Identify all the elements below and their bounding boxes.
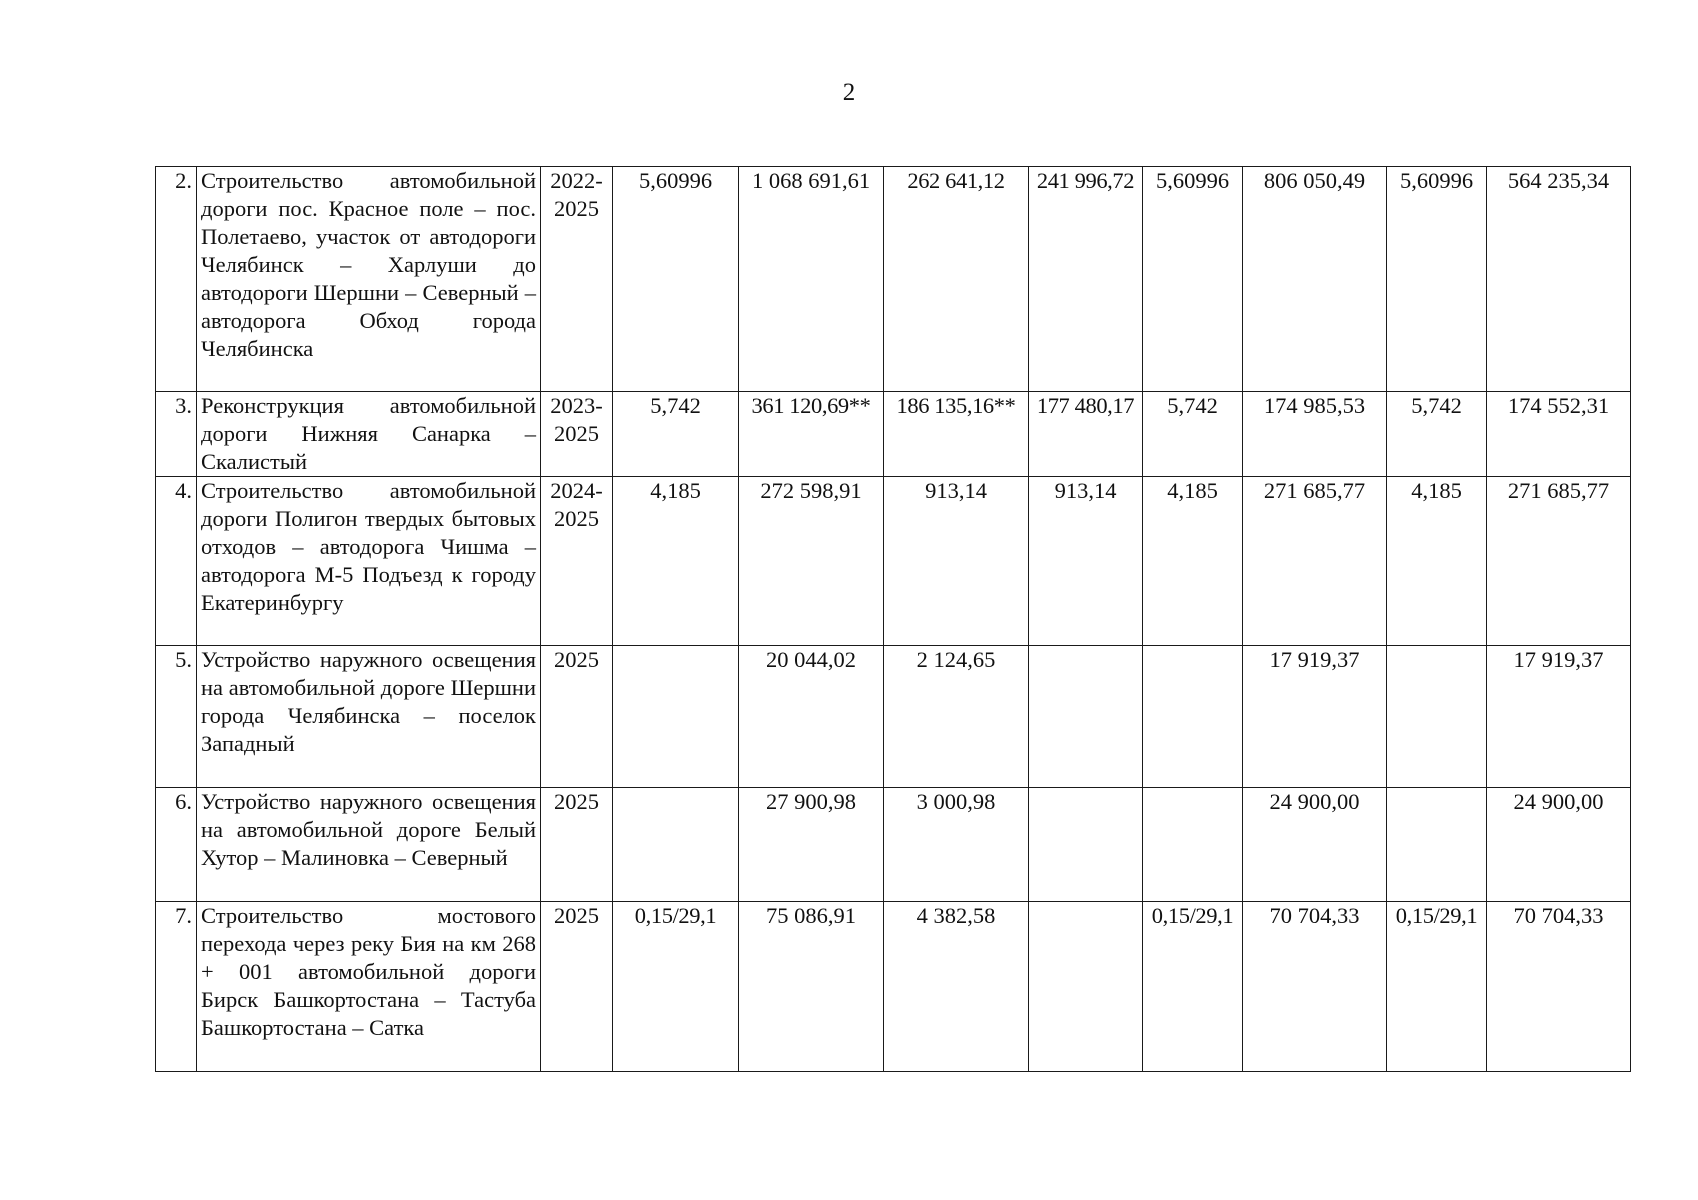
cost-value: 271 685,77 xyxy=(1243,477,1387,646)
length-value xyxy=(613,646,739,788)
table-row xyxy=(156,902,1631,1072)
length-value: 4,185 xyxy=(1387,477,1487,646)
construction-period: 2024-2025 xyxy=(541,477,613,646)
total-cost-value: 27 900,98 xyxy=(739,788,884,902)
length-value: 4,185 xyxy=(613,477,739,646)
cost-value: 24 900,00 xyxy=(1243,788,1387,902)
row-number: 7. xyxy=(156,902,197,1072)
cost-value: 3 000,98 xyxy=(884,788,1029,902)
project-name: Строительство автомобильной дороги пос. Красное поле – пос. Полетаево, участок от автодороги Челябинск – Харлуши до автодороги Шершни – Северный – автодорога Обход города Челябинска xyxy=(197,167,541,392)
table-row xyxy=(156,477,1631,646)
table-row xyxy=(156,646,1631,788)
row-number: 4. xyxy=(156,477,197,646)
road-projects-table xyxy=(155,166,1631,1072)
length-value: 0,15/29,1 xyxy=(1387,902,1487,1072)
total-cost-value: 1 068 691,61 xyxy=(739,167,884,392)
length-value: 5,60996 xyxy=(1143,167,1243,392)
length-value: 0,15/29,1 xyxy=(1143,902,1243,1072)
cost-value: 241 996,72 xyxy=(1029,167,1143,392)
cost-value: 2 124,65 xyxy=(884,646,1029,788)
construction-period: 2022-2025 xyxy=(541,167,613,392)
cost-value xyxy=(1029,646,1143,788)
length-value xyxy=(1143,646,1243,788)
total-cost-value: 20 044,02 xyxy=(739,646,884,788)
table-row xyxy=(156,167,1631,392)
cost-value: 913,14 xyxy=(884,477,1029,646)
project-name: Устройство наружного освещения на автомобильной дороге Белый Хутор – Малиновка – Северный xyxy=(197,788,541,902)
length-value: 4,185 xyxy=(1143,477,1243,646)
cost-value: 177 480,17 xyxy=(1029,392,1143,477)
cost-value: 4 382,58 xyxy=(884,902,1029,1072)
length-value xyxy=(1387,788,1487,902)
length-value: 5,742 xyxy=(1387,392,1487,477)
cost-value: 70 704,33 xyxy=(1243,902,1387,1072)
row-number: 5. xyxy=(156,646,197,788)
construction-period: 2025 xyxy=(541,788,613,902)
length-value xyxy=(613,788,739,902)
length-value: 5,60996 xyxy=(1387,167,1487,392)
cost-value xyxy=(1029,902,1143,1072)
table-row xyxy=(156,392,1631,477)
cost-value: 24 900,00 xyxy=(1487,788,1631,902)
total-cost-value: 361 120,69** xyxy=(739,392,884,477)
length-value xyxy=(1387,646,1487,788)
project-name: Строительство автомобильной дороги Полигон твердых бытовых отходов – автодорога Чишма – автодорога М-5 Подъезд к городу Екатеринбургу xyxy=(197,477,541,646)
page-number: 2 xyxy=(842,79,856,106)
cost-value: 174 552,31 xyxy=(1487,392,1631,477)
cost-value: 564 235,34 xyxy=(1487,167,1631,392)
length-value: 5,742 xyxy=(613,392,739,477)
row-number: 3. xyxy=(156,392,197,477)
construction-period: 2025 xyxy=(541,902,613,1072)
length-value: 5,60996 xyxy=(613,167,739,392)
cost-value: 70 704,33 xyxy=(1487,902,1631,1072)
cost-value: 806 050,49 xyxy=(1243,167,1387,392)
length-value: 0,15/29,1 xyxy=(613,902,739,1072)
cost-value: 913,14 xyxy=(1029,477,1143,646)
length-value: 5,742 xyxy=(1143,392,1243,477)
total-cost-value: 75 086,91 xyxy=(739,902,884,1072)
cost-value: 262 641,12 xyxy=(884,167,1029,392)
construction-period: 2023-2025 xyxy=(541,392,613,477)
cost-value: 17 919,37 xyxy=(1243,646,1387,788)
cost-value: 271 685,77 xyxy=(1487,477,1631,646)
total-cost-value: 272 598,91 xyxy=(739,477,884,646)
cost-value xyxy=(1029,788,1143,902)
table-row xyxy=(156,788,1631,902)
cost-value: 174 985,53 xyxy=(1243,392,1387,477)
construction-period: 2025 xyxy=(541,646,613,788)
row-number: 6. xyxy=(156,788,197,902)
row-number: 2. xyxy=(156,167,197,392)
project-name: Строительство мостового перехода через реку Бия на км 268 + 001 автомобильной дороги Бирск Башкортостана – Тастуба Башкортостана – Сатка xyxy=(197,902,541,1072)
project-name: Реконструкция автомобильной дороги Нижняя Санарка – Скалистый xyxy=(197,392,541,477)
cost-value: 186 135,16** xyxy=(884,392,1029,477)
project-name: Устройство наружного освещения на автомобильной дороге Шершни города Челябинска – поселок Западный xyxy=(197,646,541,788)
length-value xyxy=(1143,788,1243,902)
cost-value: 17 919,37 xyxy=(1487,646,1631,788)
